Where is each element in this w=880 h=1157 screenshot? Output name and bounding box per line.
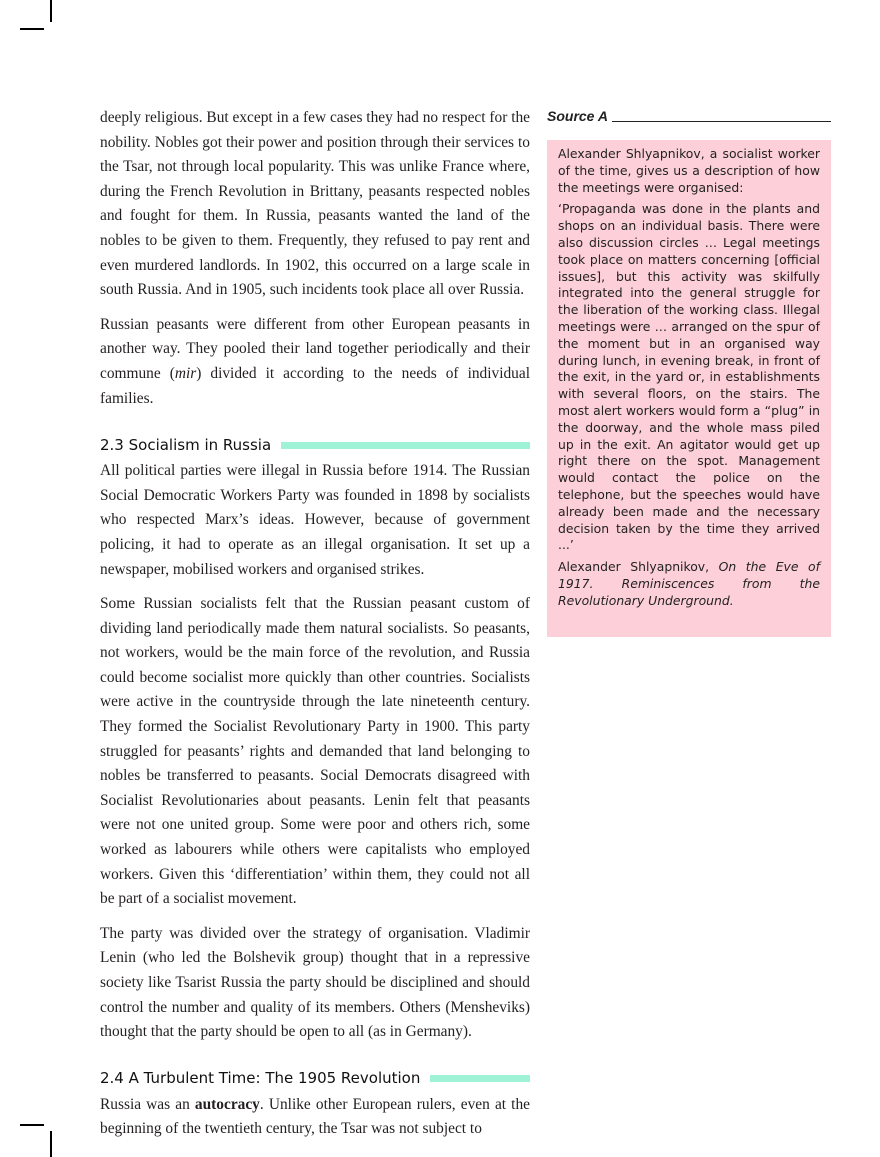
- source-quote: ‘Propaganda was done in the plants and shops on an individual basis. There were also discussion circles … Legal meetings took place on matters concerning [official issues], but this activity was skilfully integrated into the general struggle for the liberation of the working class. Illegal meetings were … arranged on the spur of the moment but in an organised way during lunch, in evening break, in front of the exit, in the yard or, in establishments with several floors, on the stairs. The most alert workers would form a “plug” in the doorway, and the whole mass piled up in the exit. An agitator would get up right there on the spot. Management would contact the police on the telephone, but the speeches would have already been made and the necessary decision taken by the time they arrived ...’: [558, 201, 820, 553]
- text: ) divided it according to the needs of individual families.: [100, 364, 530, 407]
- heading-bar: [281, 442, 530, 449]
- paragraph: The party was divided over the strategy of organisation. Vladimir Lenin (who led the Bolshevik group) thought that in a repressive society like Tsarist Russia the party should be disciplined and should control the number and quality of its members. Others (Mensheviks) thought that the party should be open to all (as in Germany).: [100, 924, 530, 1041]
- source-heading: [547, 106, 831, 124]
- paragraph: All political parties were illegal in Russia before 1914. The Russian Social Democratic Workers Party was founded in 1898 by socialists who respected Marx’s ideas. However, because of government policing, it had to operate as an illegal organisation. It set up a newspaper, mobilised workers and organised strikes.: [100, 462, 530, 578]
- term-autocracy: autocracy: [194, 1095, 260, 1113]
- heading-rule: [612, 121, 831, 122]
- citation-author: Alexander Shlyapnikov,: [558, 559, 719, 575]
- source-box: [547, 140, 831, 637]
- crop-mark-bottom-v: [50, 1131, 52, 1157]
- heading-text: 2.4 A Turbulent Time: The 1905 Revolution: [100, 1069, 421, 1088]
- crop-mark-top-h: [20, 28, 44, 30]
- section-heading-2-3: [100, 433, 530, 457]
- text: Russian peasants were different from other European peasants in another way. They pooled their land together periodically and their commune (: [100, 315, 530, 382]
- heading-text: 2.3 Socialism in Russia: [100, 435, 272, 454]
- paragraph: deeply religious. But except in a few cases they had no respect for the nobility. Nobles got their power and position through their services to the Tsar, not through local popularity. This was unlike France where, during the French Revolution in Brittany, peasants respected nobles and fought for them. In Russia, peasants wanted the land of the nobles to be given to them. Frequently, they refused to pay rent and even murdered landlords. In 1902, this occurred on a large scale in south Russia. And in 1905, such incidents took place all over Russia.: [100, 109, 530, 299]
- text: Russia was an: [100, 1095, 195, 1113]
- source-citation: [558, 559, 820, 609]
- source-heading-text: Source A: [547, 108, 608, 124]
- term-mir: mir: [174, 364, 197, 382]
- section-heading-2-4: [100, 1067, 530, 1091]
- crop-mark-top-v: [50, 0, 52, 22]
- citation-title: On the Eve of 1917. Reminiscences from the Revolutionary Underground.: [558, 559, 820, 608]
- paragraph: [100, 1093, 530, 1142]
- paragraph: Some Russian socialists felt that the Russian peasant custom of dividing land periodically made them natural socialists. So peasants, not workers, would be the main force of the revolution, and Russia could become socialist more quickly than other countries. Socialists were active in the countryside through the late nineteenth century. They formed the Socialist Revolutionary Party in 1900. This party struggled for peasants’ rights and demanded that land belonging to nobles be transferred to peasants. Social Democrats disagreed with Socialist Revolutionaries about peasants. Lenin felt that peasants were not one united group. Some were poor and others rich, some worked as labourers while others were capitalists who employed workers. Given this ‘differentiation’ within them, they could not all be part of a socialist movement.: [100, 595, 530, 908]
- text: . Unlike other European rulers, even at the beginning of the twentieth century, the Tsar was not subject to: [100, 1095, 530, 1138]
- crop-mark-bottom-h: [20, 1124, 44, 1126]
- paragraph: [100, 313, 530, 411]
- heading-bar: [430, 1075, 530, 1082]
- source-intro: Alexander Shlyapnikov, a socialist worker of the time, gives us a description of how the meetings were organised:: [558, 146, 820, 195]
- source-sidebar: [547, 106, 831, 637]
- main-text-column: [100, 106, 530, 1152]
